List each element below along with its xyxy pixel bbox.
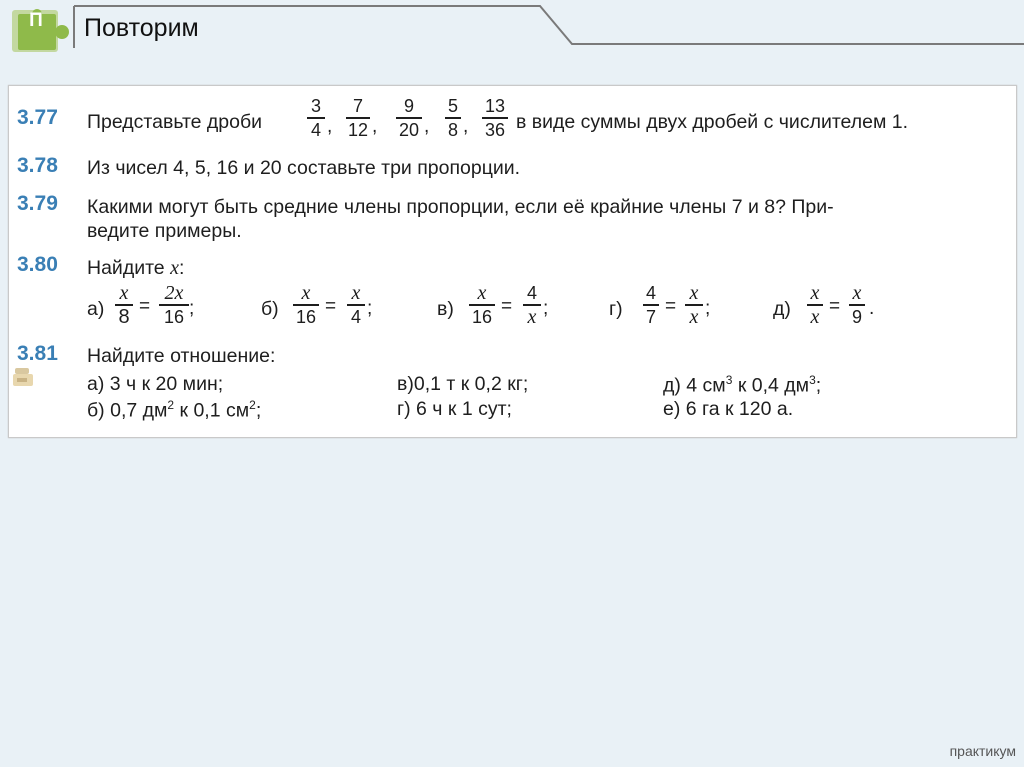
- exercise-panel: [8, 85, 1017, 438]
- equals-sign: =: [665, 296, 677, 317]
- fraction-3-4: 3 4: [307, 96, 325, 140]
- section-badge-letter: П: [29, 10, 43, 31]
- comma: ,: [372, 116, 378, 137]
- slide-title: Повторим: [84, 14, 199, 42]
- fraction: x 16: [469, 283, 495, 327]
- fraction-9-20: 9 20: [396, 96, 422, 140]
- problem-3-79-line-2: ведите примеры.: [87, 220, 242, 242]
- ratio-item-d: д) 4 $см^3$ к 0,4 $дм^3$;: [663, 373, 822, 397]
- ratio-item-b: б) 0,7 $дм^2$ к 0,1 $см^2$;: [87, 398, 262, 422]
- item-label: д): [773, 298, 791, 320]
- problem-3-77-text: Представьте дроби: [87, 111, 263, 133]
- fraction: x 8: [115, 283, 133, 327]
- item-label: а): [87, 298, 105, 320]
- illustration-icon: [11, 366, 37, 390]
- semicolon: ;: [543, 298, 549, 319]
- problem-number-3-80: 3.80: [17, 253, 58, 276]
- problem-3-80-text: Найдите x:: [87, 257, 185, 279]
- problem-3-77-text-end: в виде суммы двух дробей с числителем 1.: [516, 111, 909, 133]
- ratio-item-a: а) 3 ч к 20 мин;: [87, 373, 224, 395]
- problem-number-3-77: 3.77: [17, 106, 58, 129]
- ratio-item-g: г) 6 ч к 1 сут;: [397, 398, 512, 420]
- semicolon: ;: [367, 298, 373, 319]
- equals-sign: =: [325, 296, 337, 317]
- problem-number-3-79: 3.79: [17, 192, 58, 215]
- fraction-5-8: 5 8: [445, 96, 461, 140]
- fraction: x x: [807, 283, 823, 327]
- equals-sign: =: [501, 296, 513, 317]
- fraction: 4 x: [523, 283, 541, 327]
- ratio-item-v: в)0,1 т к 0,2 кг;: [397, 373, 529, 395]
- fraction: x 16: [293, 283, 319, 327]
- footer-label: практикум: [949, 743, 1016, 759]
- fraction: x 4: [347, 283, 365, 327]
- problem-number-3-81: 3.81: [17, 342, 58, 365]
- problem-3-78-text: Из чисел 4, 5, 16 и 20 составьте три пропорции.: [87, 157, 521, 179]
- semicolon: ;: [705, 298, 711, 319]
- problem-3-79-line-1: Какими могут быть средние члены пропорции, если её крайние члены 7 и 8? При-: [87, 196, 834, 218]
- fraction: 2x 16: [159, 283, 189, 327]
- item-label: г): [609, 298, 623, 320]
- problem-3-81-text: Найдите отношение:: [87, 345, 276, 367]
- fraction: 4 7: [643, 283, 659, 327]
- item-label: в): [437, 298, 454, 320]
- fraction-7-12: 7 12: [347, 96, 369, 140]
- fraction: x x: [685, 283, 703, 327]
- ratio-item-e: е) 6 га к 120 а.: [663, 398, 794, 420]
- item-label: б): [261, 298, 279, 320]
- period: .: [869, 298, 875, 319]
- equals-sign: =: [139, 296, 151, 317]
- equals-sign: =: [829, 296, 841, 317]
- fraction: x 9: [849, 283, 865, 327]
- problem-number-3-78: 3.78: [17, 154, 58, 177]
- semicolon: ;: [189, 298, 195, 319]
- comma: ,: [327, 116, 333, 137]
- fraction-13-36: 13 36: [482, 96, 508, 140]
- comma: ,: [424, 116, 430, 137]
- comma: ,: [463, 116, 469, 137]
